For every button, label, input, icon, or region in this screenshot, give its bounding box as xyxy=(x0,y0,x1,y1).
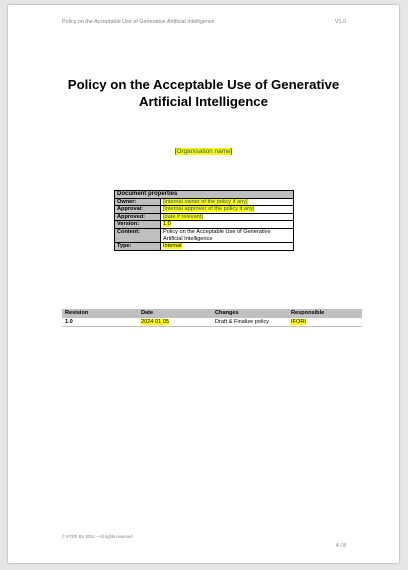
properties-row-approval xyxy=(115,206,294,214)
properties-heading: Document properties xyxy=(115,191,294,199)
document-page xyxy=(8,5,399,563)
revision-table xyxy=(62,309,362,327)
revision-cell: 1.0 xyxy=(62,318,138,327)
responsible-cell xyxy=(288,318,362,327)
properties-row-version xyxy=(115,221,294,229)
responsible-header: Responsible xyxy=(288,309,362,318)
changes-header: Changes xyxy=(212,309,288,318)
organisation-bracket-open: [ xyxy=(174,148,177,155)
document-properties-table xyxy=(114,190,294,251)
property-value xyxy=(161,221,294,229)
document-title-line-1: Policy on the Acceptable Use of Generative xyxy=(67,77,340,92)
property-label: Type: xyxy=(115,243,161,251)
approval-placeholder: [internal approver of the policy if any] xyxy=(163,206,255,213)
document-title-line-2: Artificial Intelligence xyxy=(139,93,268,109)
property-label: Content: xyxy=(115,228,161,242)
properties-row-owner xyxy=(115,198,294,206)
date-cell xyxy=(138,318,212,327)
approved-date-placeholder: [date if relevant] xyxy=(163,213,203,220)
responsible-value: IFORI xyxy=(291,318,306,325)
organisation-name: Organisation name xyxy=(176,148,231,155)
organisation-bracket-close: ] xyxy=(230,148,233,155)
properties-row-approved xyxy=(115,213,294,221)
table-row xyxy=(62,318,362,327)
document-title xyxy=(8,77,399,110)
properties-row-content xyxy=(115,228,294,242)
property-value xyxy=(161,206,294,214)
date-header: Date xyxy=(138,309,212,318)
property-value xyxy=(161,198,294,206)
owner-placeholder: [internal owner of the policy if any] xyxy=(163,198,248,205)
revision-header-row xyxy=(62,309,362,318)
copyright-footer: © IFORI BV 2024 – All rights reserved xyxy=(62,534,133,539)
property-label: Owner: xyxy=(115,198,161,206)
property-label: Approved: xyxy=(115,213,161,221)
revision-header: Revision xyxy=(62,309,138,318)
property-label: Version: xyxy=(115,221,161,229)
version-value: 1.0 xyxy=(163,221,171,228)
revision-date: 2024 01 05 xyxy=(141,318,169,325)
property-label: Approval: xyxy=(115,206,161,214)
properties-row-type xyxy=(115,243,294,251)
page-number: 4 / 8 xyxy=(335,543,346,549)
changes-cell: Draft & Finalize policy xyxy=(212,318,288,327)
properties-header-row xyxy=(115,191,294,199)
property-value xyxy=(161,243,294,251)
page-header-title: Policy on the Acceptable Use of Generative Artificial Intelligence xyxy=(62,19,215,25)
organisation-placeholder xyxy=(8,148,399,155)
type-value: Internal xyxy=(163,243,182,250)
content-value: Policy on the Acceptable Use of Generative Artificial Intelligence xyxy=(161,228,294,242)
property-value xyxy=(161,213,294,221)
page-header-version: V1.0 xyxy=(334,19,346,25)
